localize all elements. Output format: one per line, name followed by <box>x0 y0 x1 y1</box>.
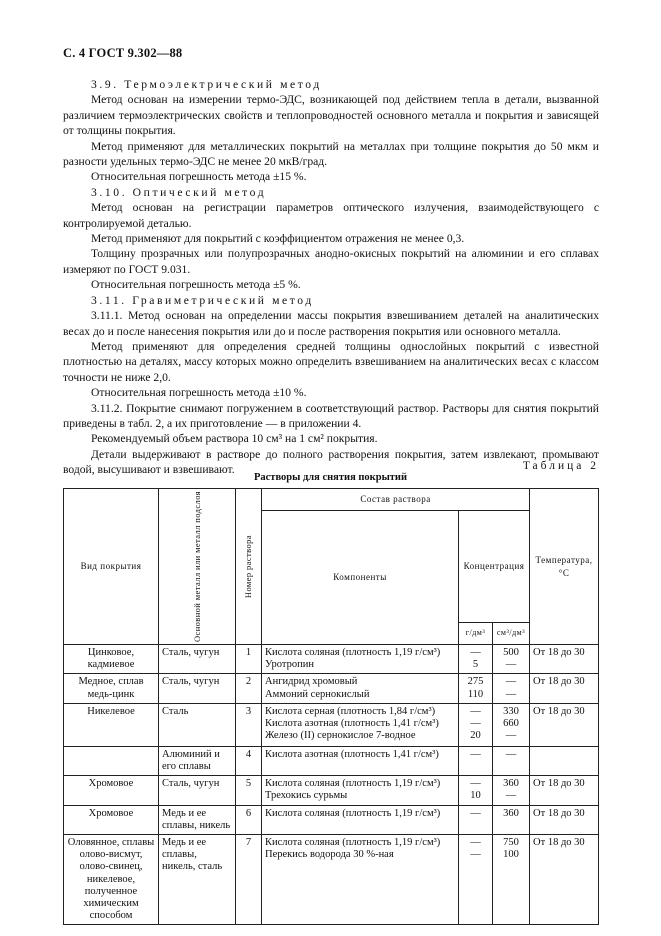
col-header-number: Номер раствора <box>236 489 262 645</box>
cell-temperature: От 18 до 30 <box>530 835 599 925</box>
cell-conc-g: — 10 <box>459 776 493 805</box>
cell-conc-g: — <box>459 746 493 775</box>
body-text <box>63 77 599 478</box>
paragraph: Детали выдерживают в растворе до полного растворения покрытия, затем извлекают, промывают водой, высушивают и взвешивают. <box>63 447 599 477</box>
cell-coating: Хромовое <box>64 776 159 805</box>
cell-temperature: От 18 до 30 <box>530 805 599 834</box>
cell-temperature <box>530 746 599 775</box>
cell-number: 3 <box>236 703 262 746</box>
cell-components: Кислота азотная (плотность 1,41 г/см³) <box>262 746 459 775</box>
cell-components: Кислота серная (плотность 1,84 г/см³) Кислота азотная (плотность 1,41 г/см³) Железо (II) сернокислое 7-водное <box>262 703 459 746</box>
page-header: С. 4 ГОСТ 9.302—88 <box>63 46 183 60</box>
table-title: Растворы для снятия покрытий <box>253 472 408 483</box>
cell-base: Сталь, чугун <box>159 645 236 674</box>
table-row <box>64 835 599 925</box>
table-row <box>64 645 599 674</box>
cell-conc-cm: — <box>493 746 530 775</box>
table-row <box>64 805 599 834</box>
col-header-base: Основной металл или металл подслоя <box>159 489 236 645</box>
paragraph: Метод применяют для покрытий с коэффициентом отражения не менее 0,3. <box>91 232 465 246</box>
paragraph: Толщину прозрачных или полупрозрачных анодно-окисных покрытий на алюминии и его сплавах измеряют по ГОСТ 9.031. <box>63 247 599 276</box>
cell-coating: Цинковое, кадмиевое <box>64 645 159 674</box>
cell-components: Кислота соляная (плотность 1,19 г/см³) Перекись водорода 30 %-ная <box>262 835 459 925</box>
cell-conc-g: — <box>459 805 493 834</box>
cell-conc-g: — 5 <box>459 645 493 674</box>
cell-number: 2 <box>236 674 262 703</box>
table-label: Таблица 2 <box>522 460 599 472</box>
paragraph: Относительная погрешность метода ±5 %. <box>91 278 301 292</box>
paragraph: Метод применяют для металлических покрытий на металлах при толщине покрытия до 50 мкм и разности удельных термо-ЭДС не менее 20 мкВ/град. <box>63 139 599 169</box>
cell-conc-cm: — — <box>493 674 530 703</box>
paragraph: Метод основан на регистрации параметров оптического излучения, взаимодействующего с контролируемой деталью. <box>63 201 599 230</box>
cell-base: Сталь <box>159 703 236 746</box>
cell-temperature: От 18 до 30 <box>530 703 599 746</box>
paragraph: Метод применяют для определения средней толщины однослойных покрытий с известной плотностью на деталях, массу которых можно определить взвешиванием на аналитических весах с классом точности не ниже 2,0. <box>63 339 599 384</box>
cell-base: Сталь, чугун <box>159 776 236 805</box>
cell-temperature: От 18 до 30 <box>530 776 599 805</box>
solutions-table <box>63 488 599 925</box>
col-header-components: Компоненты <box>262 511 459 645</box>
table-row <box>64 776 599 805</box>
paragraph: Относительная погрешность метода ±15 %. <box>91 170 307 184</box>
col-header-concentration: Концентрация <box>459 511 530 623</box>
cell-conc-g: — — 20 <box>459 703 493 746</box>
cell-conc-cm: 330 660 — <box>493 703 530 746</box>
cell-conc-cm: 360 — <box>493 776 530 805</box>
col-header-temperature: Температура, °С <box>530 489 599 645</box>
paragraph: Относительная погрешность метода ±10 %. <box>91 386 307 400</box>
col-header-unit-g: г/дм³ <box>459 623 493 645</box>
paragraph: 3.11.2. Покрытие снимают погружением в соответствующий раствор. Растворы для снятия покрытий приведены в табл. 2, а их приготовление — в приложении 4. <box>63 401 599 430</box>
paragraph: 3.11.1. Метод основан на определении массы покрытия взвешиванием деталей на аналитических весах до и после нанесения покрытия или до и после растворения покрытия или основного металла. <box>63 309 599 338</box>
cell-components: Кислота соляная (плотность 1,19 г/см³) <box>262 805 459 834</box>
col-header-coating: Вид покрытия <box>64 489 159 645</box>
paragraph: 3.10. Оптический метод <box>91 185 267 199</box>
cell-base: Сталь, чугун <box>159 674 236 703</box>
cell-coating: Медное, сплав медь-цинк <box>64 674 159 703</box>
cell-number: 1 <box>236 645 262 674</box>
cell-number: 5 <box>236 776 262 805</box>
table-row <box>64 746 599 775</box>
paragraph: 3.11. Гравиметрический метод <box>91 293 314 307</box>
cell-coating: Никелевое <box>64 703 159 746</box>
cell-conc-cm: 500 — <box>493 645 530 674</box>
cell-number: 4 <box>236 746 262 775</box>
col-header-composition: Состав раствора <box>262 489 530 511</box>
cell-number: 7 <box>236 835 262 925</box>
cell-conc-cm: 360 <box>493 805 530 834</box>
cell-components: Кислота соляная (плотность 1,19 г/см³) Трехокись сурьмы <box>262 776 459 805</box>
cell-temperature: От 18 до 30 <box>530 645 599 674</box>
cell-conc-cm: 750 100 <box>493 835 530 925</box>
col-header-unit-cm: см³/дм³ <box>493 623 530 645</box>
table-row <box>64 674 599 703</box>
cell-coating: Хромовое <box>64 805 159 834</box>
cell-coating: Оловянное, сплавы олово-висмут, олово-свинец, никелевое, полученное химическим способом <box>64 835 159 925</box>
cell-base: Алюминий и его сплавы <box>159 746 236 775</box>
cell-components: Ангидрид хромовый Аммоний сернокислый <box>262 674 459 703</box>
cell-conc-g: 275 110 <box>459 674 493 703</box>
cell-components: Кислота соляная (плотность 1,19 г/см³) Уротропин <box>262 645 459 674</box>
cell-temperature: От 18 до 30 <box>530 674 599 703</box>
paragraph: Метод основан на измерении термо-ЭДС, возникающей под действием тепла в детали, вызванной различием термоэлектрических свойств и теплопроводностей основного металла и покрытия и зависящей от толщины покрытия. <box>63 93 599 138</box>
cell-base: Медь и ее сплавы, никель, сталь <box>159 835 236 925</box>
paragraph: Рекомендуемый объем раствора 10 см³ на 1 см² покрытия. <box>91 432 378 446</box>
paragraph: 3.9. Термоэлектрический метод <box>91 78 322 91</box>
cell-conc-g: — — <box>459 835 493 925</box>
table-row <box>64 703 599 746</box>
cell-number: 6 <box>236 805 262 834</box>
cell-base: Медь и ее сплавы, никель <box>159 805 236 834</box>
cell-coating <box>64 746 159 775</box>
